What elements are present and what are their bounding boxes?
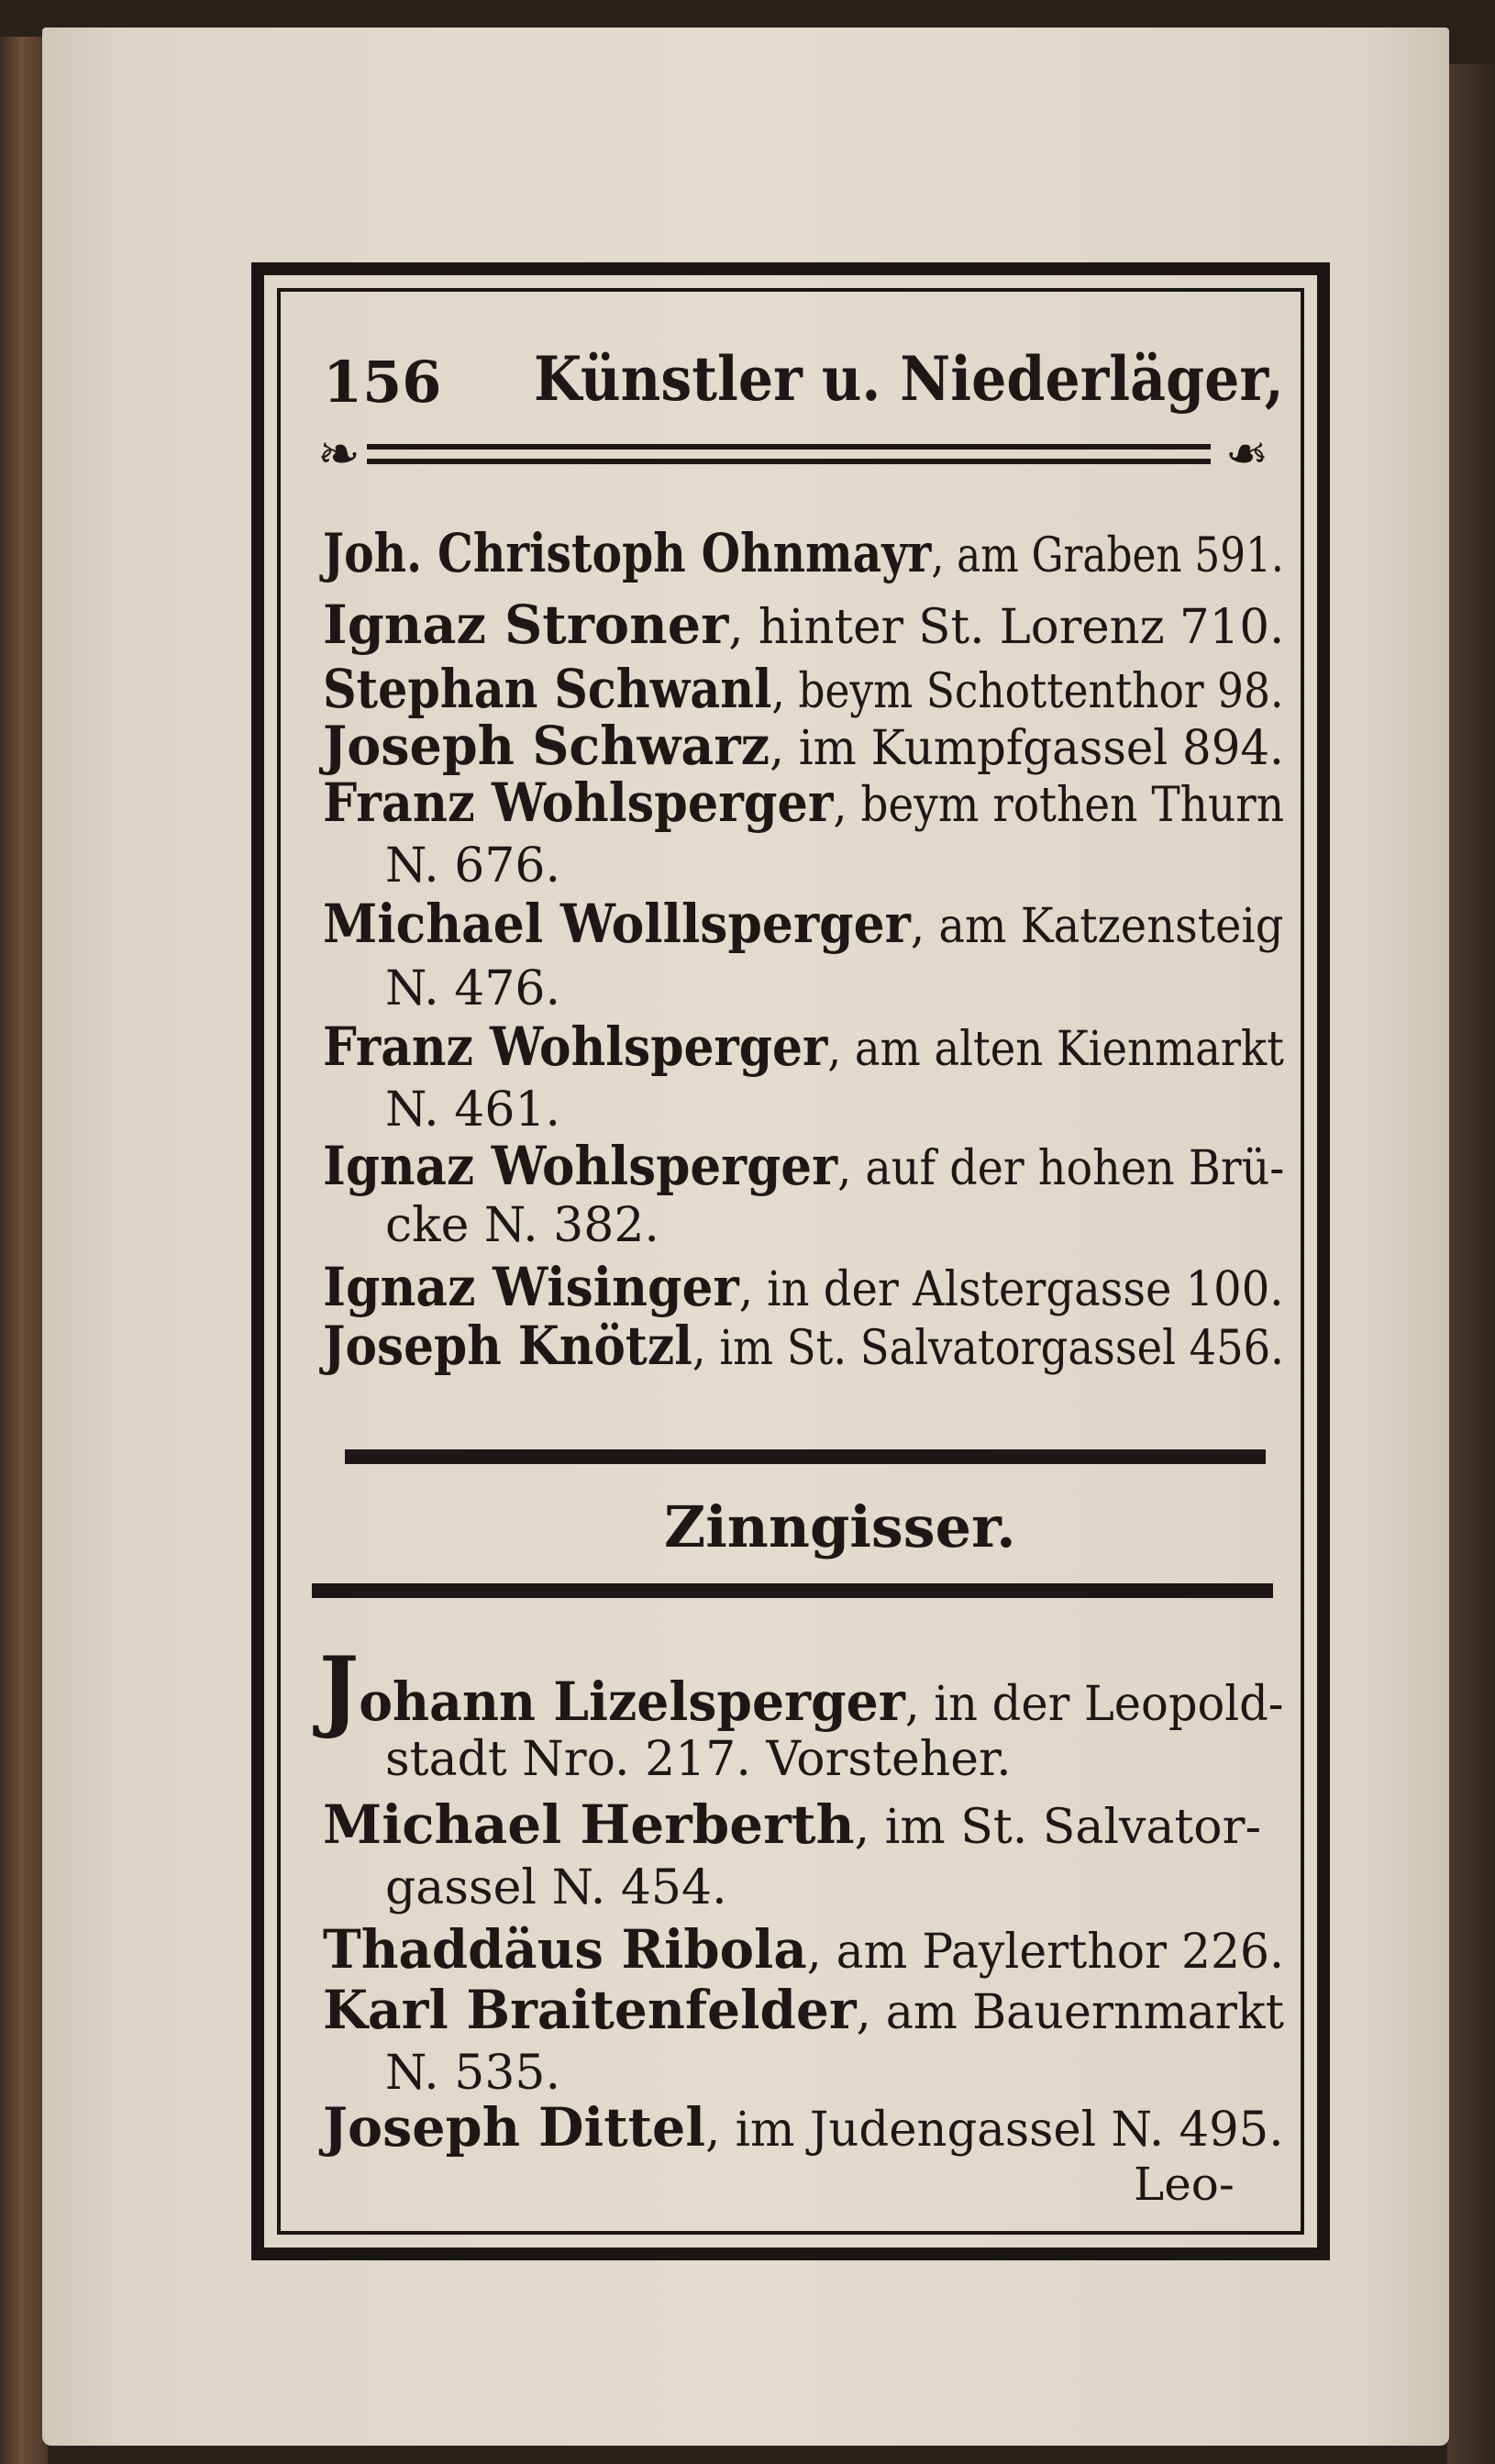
list-item-continuation: N. 535. [385, 2046, 561, 2101]
entry-address: , hinter St. Lorenz 710. [728, 600, 1285, 655]
entry-address: , am alten Kienmarkt [827, 1022, 1284, 1077]
list-item-continuation: N. 676. [385, 838, 561, 893]
header-rule-top [367, 444, 1211, 450]
entry-name: Thaddäus Ribola [323, 1918, 807, 1981]
entry-name: ohann Lizelsperger [359, 1670, 905, 1733]
drop-cap: J [319, 1637, 360, 1741]
list-item [323, 893, 1284, 955]
list-item [323, 715, 1284, 777]
section-rule-bottom [312, 1583, 1273, 1598]
entry-name: Karl Braitenfelder [323, 1979, 857, 2041]
entry-address: , im St. Salvatorgassel 456. [692, 1321, 1284, 1376]
entry-address: , auf der hohen Brü- [837, 1141, 1285, 1196]
entry-address: , am Graben 591. [931, 528, 1284, 583]
entry-address: , am Paylerthor 226. [806, 1925, 1285, 1980]
entry-address: , am Katzensteig [910, 899, 1284, 954]
running-head: Künstler u. Niederläger, [534, 343, 1284, 415]
list-item [323, 2096, 1284, 2159]
list-item-continuation: stadt Nro. 217. Vorsteher. [385, 1732, 1012, 1787]
list-item [323, 1793, 1262, 1856]
entry-address: , im Kumpfgassel 894. [770, 721, 1284, 776]
entry-address: , in der Leopold- [904, 1677, 1284, 1732]
list-item [323, 1918, 1285, 1981]
entry-address: , im St. Salvator- [854, 1800, 1262, 1855]
ornament-right-icon: ❧ [1225, 425, 1268, 484]
entry-address: , im Judengassel N. 495. [705, 2103, 1284, 2158]
entry-name: Franz Wohlsperger [323, 1016, 828, 1078]
list-item-continuation: N. 461. [385, 1082, 561, 1138]
entry-name: Joseph Schwarz [323, 715, 770, 777]
list-item [323, 1315, 1284, 1377]
entry-name: Joseph Dittel [323, 2096, 706, 2159]
header-rule-bottom [367, 459, 1211, 464]
entry-name: Ignaz Wisinger [323, 1256, 739, 1318]
list-item-continuation: N. 476. [385, 961, 561, 1016]
entry-name: Michael Wolllsperger [323, 893, 911, 955]
section-title: Zinngisser. [664, 1493, 1016, 1560]
entry-name: Ignaz Stroner [323, 594, 729, 656]
list-item [323, 658, 1284, 720]
book-edge-right [1447, 64, 1495, 2464]
entry-name: Joh. Christoph Ohnmayr [323, 522, 932, 584]
entry-name: Franz Wohlsperger [323, 771, 834, 834]
list-item [323, 771, 1284, 834]
list-item [323, 1135, 1285, 1197]
list-item [323, 1979, 1284, 2041]
entry-address: , beym Schottenthor 98. [771, 664, 1284, 719]
catchword: Leo- [1134, 2158, 1235, 2211]
page-number: 156 [323, 349, 442, 416]
entry-name: Michael Herberth [323, 1793, 855, 1856]
entry-address: , am Bauernmarkt [856, 1985, 1284, 2040]
book-spine-left [0, 37, 48, 2464]
list-item-continuation: gassel N. 454. [385, 1860, 727, 1915]
entry-name: Joseph Knötzl [323, 1315, 692, 1377]
list-item [323, 522, 1284, 584]
entry-address: , in der Alstergasse 100. [738, 1262, 1284, 1317]
ornament-left-icon: ❧ [317, 425, 360, 484]
list-item [319, 1637, 1284, 1741]
list-item [323, 1016, 1284, 1078]
entry-name: Ignaz Wohlsperger [323, 1135, 838, 1197]
entry-name: Stephan Schwanl [323, 658, 772, 720]
list-item [323, 1256, 1284, 1318]
list-item-continuation: cke N. 382. [385, 1198, 659, 1253]
entry-address: , beym rothen Thurn [833, 778, 1284, 833]
list-item [323, 594, 1285, 656]
section-rule-top [345, 1449, 1266, 1464]
